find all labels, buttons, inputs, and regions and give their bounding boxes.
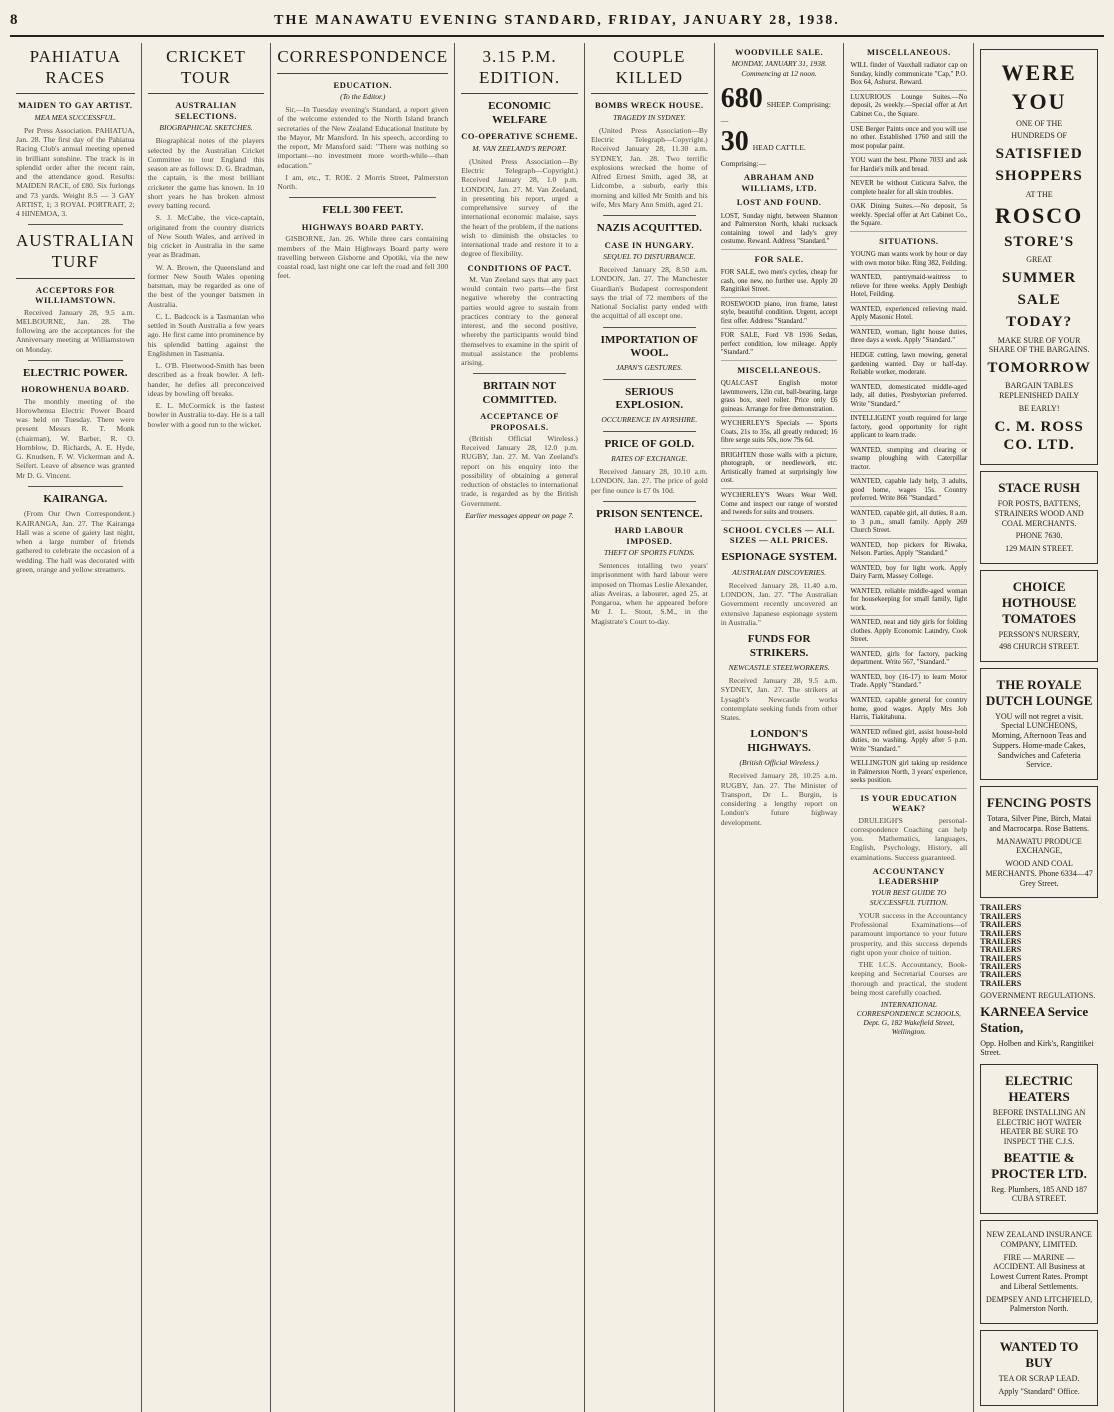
accountancy-heading: ACCOUNTANCY LEADERSHIP [872, 865, 946, 887]
fell-300-feet-body: GISBORNE, Jan. 26. While three cars containing members of the Main Highways Board party were travelling between Gisborne and Opotiki, via the new coastal road, last night one car left the road and fell 300 feet. [277, 234, 449, 281]
situation-item: WANTED, experienced relieving maid. Apply Masonic Hotel. [850, 303, 967, 326]
beattie-procter-name: BEATTIE & PROCTER LTD. [991, 1149, 1087, 1181]
column-4 [455, 43, 585, 1412]
divider [603, 379, 696, 380]
trailers-line: TRAILERS [980, 945, 1022, 955]
ad-line: YOU [1011, 89, 1067, 115]
funds-strikers-body: Received January 28, 9.5 a.m. SYDNEY, Jan. 27. The strikers at Lysaght's Newcastle works contemplate seeking funds from other States. [720, 676, 838, 723]
misc-item: WILL finder of Vauxhall radiator cap on Sunday, kindly communicate "Cap," P.O. Box 64, Ashurst. Reward. [850, 59, 967, 91]
situations-heading: SITUATIONS. [879, 235, 939, 246]
situation-item: WANTED, neat and tidy girls for folding clothes. Apply Economic Laundry, Cook Street. [850, 616, 967, 648]
cattle-lot [721, 125, 838, 168]
acceptance-subheading: ACCEPTANCE OF PROPOSALS. [480, 411, 559, 432]
nazis-acquitted-body: Received January 28, 8.50 a.m. LONDON, Jan. 27. The Manchester Guardian's Budapest correspondent says the trial of 72 members of the National Socialist party ended with the acquittal of all except one. [590, 265, 708, 321]
stace-rush-text: FOR POSTS, BATTENS, STRAINERS WOOD AND COAL MERCHANTS. [994, 499, 1084, 528]
cricket-para-6: E. L. McCormick is the fastest bowler in Australia to-day. He is a tall bowler with a good run to the wicket. [147, 401, 265, 429]
situation-item: WANTED, capable general for country home, good wages. Apply Mrs Job Harris, Tiakitahuna. [850, 694, 967, 726]
divider [603, 431, 696, 432]
column-6 [715, 43, 845, 1412]
ad-line: SHOPPERS [995, 168, 1083, 185]
trailers-line: TRAILERS [980, 903, 1022, 913]
accountancy-subheading: YOUR BEST GUIDE TO SUCCESSFUL TUITION. [869, 888, 948, 907]
wanted-to-buy-title: WANTED TO BUY [999, 1339, 1079, 1370]
stace-rush-address: 129 MAIN STREET. [1005, 544, 1074, 554]
misc-item: LUXURIOUS Lounge Suites.—No deposit, 2s weekly.—Special offer at Art Cabinet Co., the Square. [850, 91, 967, 123]
accountancy-body-1: YOUR success in the Accountancy Professional Examinations—of paramount importance to your future prosperity, and this success depends right upon your choice of tuition. [850, 910, 968, 957]
trailers-line: TRAILERS [980, 978, 1022, 988]
column-3 [271, 43, 455, 1412]
misc-notice-2: WYCHERLEY'S Specials — Sports Coats, 21s to 35s, all greatly reduced; 16 fibre serge suits 50s, now 79s 6d. [721, 417, 838, 449]
divider [603, 327, 696, 328]
newcastle-subheading: NEWCASTLE STEELWORKERS. [728, 662, 830, 672]
ad-line: ROSCO [994, 203, 1084, 229]
rosco-sale-ad [980, 49, 1098, 465]
sale-notice-1: FOR SALE, two men's cycles, cheap for cash, one new, no further use. Apply 20 Rangitikei Street. [721, 266, 838, 298]
ad-line: ONE OF THE [1016, 118, 1063, 128]
prison-sentence-heading: PRISON SENTENCE. [596, 507, 703, 520]
ad-line: GREAT [1026, 255, 1052, 265]
kairanga-heading: KAIRANGA. [43, 492, 108, 505]
trailers-line: TRAILERS [980, 928, 1022, 938]
column-1 [10, 43, 142, 1412]
education-weak-heading: IS YOUR EDUCATION WEAK? [860, 792, 958, 814]
biographical-subheading: BIOGRAPHICAL SKETCHES. [159, 123, 253, 133]
conditions-of-pact-heading: CONDITIONS OF PACT. [467, 262, 572, 273]
price-of-gold-heading: PRICE OF GOLD. [604, 437, 695, 450]
karneea-firm: KARNEEA Service Station, [980, 1003, 1089, 1035]
dutch-lounge-title: THE ROYALE DUTCH LOUNGE [985, 677, 1093, 708]
situation-item: WANTED, stumping and clearing or swamp ploughing with Caterpillar tractor. [850, 444, 967, 476]
nursery-address: 498 CHURCH STREET. [999, 642, 1080, 652]
stace-rush-title: STACE RUSH [998, 480, 1080, 496]
ad-line: SATISFIED [995, 146, 1083, 163]
sale-notice-2: ROSEWOOD piano, iron frame, latest style, beautiful condition. Urgent, accept first offer. Address "Standard." [721, 298, 838, 330]
divider [289, 197, 436, 198]
nz-insurance-text: FIRE — MARINE — ACCIDENT. All Business at Lowest Current Rates. Prompt and Liberal Settlements. [990, 1252, 1088, 1291]
correspondence-heading: CORRESPONDENCE [277, 47, 448, 74]
acceptors-subheading: ACCEPTORS FOR WILLIAMSTOWN. [34, 284, 116, 306]
highways-board-subheading: HIGHWAYS BOARD PARTY. [301, 221, 424, 232]
misc-item: NEVER be without Cuticura Salve, the complete healer for all skin troubles. [850, 177, 967, 200]
trailers-ad [980, 904, 1098, 988]
cricket-tour-heading: CRICKET TOUR [148, 47, 265, 94]
misc-notice-3: BRIGHTEN those walls with a picture, photograph, or needlework, etc. Artistically framed at surprisingly low cost. [721, 449, 838, 489]
ad-tomorrow: TOMORROW [987, 360, 1091, 377]
karneea-address: Opp. Holben and Kirk's, Rangitikei Street. [980, 1038, 1094, 1058]
government-regulations: GOVERNMENT REGULATIONS. [980, 991, 1096, 1001]
kairanga-body: (From Our Own Correspondent.) KAIRANGA, Jan. 27. The Kairanga Hall was a scene of gaiety last night, when a large number of friends gathered to celebrate the occasion of a wedding. The hall was decorated with green, orange and yellow streamers. [16, 509, 135, 574]
divider [28, 224, 123, 225]
maiden-subheading: MAIDEN TO GAY ARTIST. [18, 100, 133, 111]
trailers-line: TRAILERS [980, 962, 1022, 972]
situation-item: WANTED, domesticated middle-aged lady, all duties, Presbyterian preferred. Write "Standard." [850, 381, 967, 413]
sheep-text: SHEEP. Comprising:— [720, 99, 831, 125]
situation-item: WANTED, capable girl, all duties, 8 a.m. to 3 p.m., small family. Apply 269 Church Street. [850, 507, 967, 539]
horowhenua-subheading: HOROWHENUA BOARD. [21, 384, 130, 395]
fencing-posts-text: Totara, Silver Pine, Birch, Matai and Macrocarpa. Rose Battens. [987, 814, 1092, 833]
sale-notice-3: FOR SALE, Ford V8 1936 Sedan, perfect condition, low mileage. Apply "Standard." [721, 329, 838, 361]
stace-rush-ad [980, 471, 1098, 564]
ad-line: WERE [1001, 60, 1077, 85]
produce-exchange-name: MANAWATU PRODUCE EXCHANGE, [996, 836, 1082, 856]
pahiatua-races-body: Per Press Association. PAHIATUA, Jan. 28. The first day of the Pahiatua Racing Club's annual meeting opened in brilliant sunshine. The track is in splendid order after the recent rain, and the attendance good. Results: MAIDEN RACE, of £80. Six furlongs and 73 yards. Weight 8.5 — 3 GAY ARTIST, 1; 3 ROYAL PORTRAIT, 2; 4 HINEMOA, 3. [16, 125, 135, 219]
woodville-sale-heading: WOODVILLE SALE. [734, 47, 824, 57]
london-highways-heading: LONDON'S HIGHWAYS. [747, 728, 811, 754]
bombs-wreck-subheading: BOMBS WRECK HOUSE. [594, 100, 704, 111]
produce-exchange-sub: WOOD AND COAL MERCHANTS. Phone 6334—47 Grey Street. [985, 859, 1093, 888]
miscellaneous-heading-2: MISCELLANEOUS. [866, 47, 951, 57]
cricket-para-1: Biographical notes of the players selected by the Australian Cricket Committee to tour England this season are as follows: D. G. Bradman, the captain, is the most brilliant cricketer the game has known. In 10 short years he has broken almost every batting record. [147, 136, 265, 211]
couple-killed-body: (United Press Association—By Electric Telegraph—Copyright.) Received January 28, 11.30 a.m. SYDNEY, Jan. 28. Two terrific explosions wrecked the home of Alfred Ernest Smith, aged 38, at Lidcombe, a suburb, early this morning and killed Mr Smith and his wife, Mrs Mary Ann Smith, aged 21. [590, 125, 708, 209]
situation-item: HEDGE cutting, lawn mowing, general gardening wanted. Day or half-day. Reliable worker, moderate. [850, 349, 967, 381]
cricket-para-2: S. J. McCabe, the vice-captain, originated from the country districts of New South Wales, and arrived in big cricket in Australia in the same year as Bradman. [147, 213, 265, 260]
ad-line: SALE [1017, 292, 1061, 309]
van-zeeland-subheading: M. VAN ZEELAND'S REPORT. [472, 143, 567, 153]
ad-line: HUNDREDS OF [1011, 131, 1067, 141]
cricket-para-5: L. O'B. Fleetwood-Smith has been described as a freak bowler. A left-hander, he defies all preconceived ideas by bowling off breaks. [147, 361, 265, 398]
japan-gestures-subheading: JAPAN'S GESTURES. [616, 363, 683, 373]
australian-turf-body: Received January 28, 9.5 a.m. MELBOURNE, Jan. 28. The following are the acceptances for the Anniversary meeting at Williamstown on Monday. [16, 307, 135, 354]
theft-sports-subheading: THEFT OF SPORTS FUNDS. [603, 547, 695, 557]
funds-strikers-heading: FUNDS FOR STRIKERS. [747, 633, 811, 659]
electric-power-body: The monthly meeting of the Horowhenua Electric Power Board was held on Tuesday. There were present Messrs R. T. Monk (chairman), W. Barber, R. O. Hornblow, D. Richards, A. E. Hyde, G. Knudsen, F. W. Vickerman and A. Seifert. Leave of absence was granted Mr D. G. Vincent. [16, 396, 135, 480]
london-highways-body: Received January 28, 10.25 a.m. RUGBY, Jan. 27. The Minister of Transport, Dr L. Burgin, is considering a lengthy report on London's future highway development. [720, 771, 838, 827]
masthead-title: THE MANAWATU EVENING STANDARD, FRIDAY, JANUARY 28, 1938. [274, 13, 840, 28]
tomatoes-title: CHOICE HOTHOUSE TOMATOES [1001, 578, 1077, 626]
pahiatua-races-heading: PAHIATUA RACES [16, 47, 135, 94]
ad-line: TODAY? [1006, 314, 1073, 331]
for-sale-heading: FOR SALE. [754, 253, 804, 264]
situation-item: INTELLIGENT youth required for large factory, good opportunity for right applicant to learn trade. [850, 412, 967, 444]
ad-firm-name: C. M. ROSS CO. LTD. [994, 418, 1084, 454]
electric-heaters-title: ELECTRIC HEATERS [1005, 1073, 1074, 1105]
divider [603, 501, 696, 502]
beattie-procter-address: Reg. Plumbers, 185 AND 187 CUBA STREET. [991, 1184, 1088, 1204]
situation-item: WELLINGTON girl taking up residence in Palmerston North, 3 years' experience, seeks position. [850, 757, 967, 789]
column-2 [142, 43, 272, 1412]
dutch-lounge-ad [980, 668, 1098, 780]
espionage-heading: ESPIONAGE SYSTEM. [721, 551, 837, 564]
education-letter-body: Sir,—In Tuesday evening's Standard, a report given of the welcome extended to the North Island branch secretaries of the New Zealand Educational Institute by the Mayor, Mr Mansford. In his speech, according to the report, Mr Mansford said: "There was nothing so important—no investment more worth-while—than education." [277, 105, 449, 170]
columns [10, 43, 1104, 1396]
to-the-editor: (To the Editor.) [340, 92, 386, 102]
trailers-line: TRAILERS [980, 970, 1022, 980]
situation-item: YOUNG man wants work by hour or day with own motor bike. Ring 382, Feilding. [850, 248, 967, 271]
nazis-acquitted-heading: NAZIS ACQUITTED. [596, 222, 702, 235]
column-5 [585, 43, 715, 1412]
misc-item: USE Berger Paints once and you will use no other. Established 1760 and still the most popular paint. [850, 123, 967, 155]
divider [603, 215, 696, 216]
sheep-lot [721, 82, 838, 125]
situation-item: WANTED, capable lady help, 3 adults, good home, wages 15s. Country preferred. Write 866 "Standard." [850, 475, 967, 507]
ics-address: INTERNATIONAL CORRESPONDENCE SCHOOLS, Dept. G, 182 Wakefield Street, Wellington. [856, 1000, 961, 1037]
espionage-body: Received January 28, 11.40 a.m. LONDON, Jan. 27. "The Australian Government recently uncovered an extensive Japanese espionage system in Australia." [720, 580, 838, 627]
edition-heading: 3.15 P.M. EDITION. [461, 47, 578, 94]
ad-bargain-tables: BARGAIN TABLES REPLENISHED DAILY [999, 381, 1080, 401]
british-wireless-subheading: (British Official Wireless.) [739, 758, 819, 768]
druleigh-ad-body: DRULEIGH'S personal-correspondence Coaching can help you. Mathematics, languages, English, Psychology, History, all examinations. Success guaranteed. [850, 815, 968, 862]
situation-item: WANTED refined girl, assist house-hold duties, no washing. Apply after 5 p.m. Write "Standard." [850, 726, 967, 758]
trailers-line: TRAILERS [980, 953, 1022, 963]
ayrshire-subheading: OCCURRENCE IN AYRSHIRE. [601, 415, 698, 425]
electric-heaters-ad [980, 1064, 1098, 1214]
prison-sentence-body: Sentences totalling two years' imprisonment with hard labour were imposed on Thomas Leslie Alexander, alias Aveiras, a labourer, aged 25, at Pongaroa, when he appeared before Mr J. L. Stout, S.M., in the Magistrate's Court to-day. [590, 561, 708, 626]
nursery-name: PERSSON'S NURSERY, [998, 629, 1080, 639]
trailers-line: TRAILERS [980, 911, 1022, 921]
sequel-subheading: SEQUEL TO DISTURBANCE. [603, 251, 696, 261]
britain-not-committed-heading: BRITAIN NOT COMMITTED. [482, 380, 557, 406]
fell-300-feet-heading: FELL 300 FEET. [322, 204, 404, 217]
rates-exchange-subheading: RATES OF EXCHANGE. [611, 453, 688, 463]
dempsey-litchfield: DEMPSEY AND LITCHFIELD, Palmerston North. [986, 1294, 1093, 1314]
cricket-para-4: C. L. Badcock is a Tasmanian who settled in South Australia a few years ago. He first came into prominence by his splendid batting against the Englishmen in Tasmania. [147, 311, 265, 358]
fencing-posts-title: FENCING POSTS [986, 795, 1092, 811]
accountancy-body-2: THE I.C.S. Accountancy, Book-keeping and Secretarial Courses are thorough and practical, the student being most carefully coached. [850, 960, 968, 997]
tragedy-sydney-subheading: TRAGEDY IN SYDNEY. [613, 112, 686, 122]
education-subheading: EDUCATION. [333, 79, 392, 90]
economic-welfare-heading: ECONOMIC WELFARE [488, 100, 552, 126]
column-7 [844, 43, 974, 1412]
cattle-text: HEAD CATTLE. Comprising:— [720, 143, 806, 169]
situation-item: WANTED, girls for factory, packing department. Write 567, "Standard." [850, 648, 967, 671]
letter-signature: I am, etc., T. ROE. 2 Morris Street, Palmerston North. [277, 172, 449, 192]
misc-notice-4: WYCHERLEY'S Wears Wear Well. Come and inspect our range of worsted and tweeds for suits and trousers. [721, 489, 838, 521]
situation-item: WANTED, boy (16-17) to learn Motor Trade. Apply "Standard." [850, 671, 967, 694]
dutch-lounge-text: YOU will not regret a visit. Special LUNCHEONS, Morning, Afternoon Teas and Suppers. Home-made Cakes, Sandwiches and Cafeteria Service. [991, 711, 1087, 770]
australian-discoveries-subheading: AUSTRALIAN DISCOVERIES. [732, 567, 826, 577]
economic-welfare-body: (United Press Association—By Electric Telegraph—Copyright.) Received January 28, 1.0 p.m. LONDON, Jan. 27. M. Van Zeeland, in presenting his report, urged a comprehensive survey of the international economic malaise, says the heart of the problem, if the nations wish to diminish the obstacles to international trade and restore it to a degree of flexibility. [461, 156, 578, 259]
ad-be-early: BE EARLY! [1018, 403, 1060, 413]
misc-item: YOU want the best. Phone 7033 and ask for Hardie's milk and bread. [850, 154, 967, 177]
misc-notice-1: QUALCAST English motor lawnmowers, 12in cut, ball-bearing, large grass box, steel roller. Price only £6 guineas. Arrange for free demonstration. [721, 377, 838, 417]
situation-item: WANTED, boy for light work. Apply Dairy Farm, Massey College. [850, 562, 967, 585]
tomatoes-ad [980, 570, 1098, 662]
lost-notice: LOST, Sunday night, between Shannon and Palmerston North, khaki rucksack containing towel and lady's grey costume. Reward. Address "Standard." [721, 210, 838, 250]
ad-line: SUMMER [1001, 269, 1077, 286]
situation-item: WANTED, woman, light house duties, three days a week. Apply "Standard." [850, 326, 967, 349]
sheep-count: 680 [720, 82, 763, 114]
earlier-messages-note: Earlier messages appear on page 7. [465, 510, 574, 520]
trailers-line: TRAILERS [980, 936, 1022, 946]
mea-mea-subheading: MEA MEA SUCCESSFUL. [34, 112, 117, 122]
ad-line: STORE'S [1004, 233, 1075, 250]
wanted-to-buy-ad [980, 1330, 1098, 1406]
serious-explosion-heading: SERIOUS EXPLOSION. [615, 385, 684, 411]
woodville-sale-date: MONDAY, JANUARY 31, 1938. Commencing at 12 noon. [731, 59, 827, 78]
nz-insurance-ad [980, 1220, 1098, 1324]
divider [28, 486, 123, 487]
electric-heaters-text: BEFORE INSTALLING AN ELECTRIC HOT WATER HEATER BE SURE TO INSPECT THE C.J.S. [992, 1107, 1086, 1147]
trailers-line: TRAILERS [980, 920, 1022, 930]
fencing-posts-ad [980, 786, 1098, 898]
wanted-to-buy-apply: Apply "Standard" Office. [998, 1386, 1080, 1396]
school-cycles-ad: SCHOOL CYCLES — ALL SIZES — ALL PRICES. [723, 524, 835, 545]
column-8 [974, 43, 1104, 1412]
divider [28, 360, 123, 361]
hard-labour-subheading: HARD LABOUR IMPOSED. [614, 525, 684, 546]
australian-turf-heading: AUSTRALIAN TURF [16, 231, 135, 278]
stace-rush-phone: PHONE 7630. [1015, 531, 1063, 541]
couple-killed-heading: COUPLE KILLED [591, 47, 708, 94]
conditions-of-pact-body: M. Van Zeeland says that any pact would contain two parts—the first negative whereby the contracting parties would agree to sustain from practices contrary to the general interest, and the second positive, whereby the participants would bind themselves to examine in the spirit of mutual assistance the problems arising. [461, 274, 578, 368]
situation-item: WANTED, pantrymaid-waitress to relieve for three weeks. Apply Denbigh Hotel, Feilding. [850, 271, 967, 303]
britain-not-committed-body: (British Official Wireless.) Received January 28, 12.0 p.m. RUGBY, Jan. 27. M. Van Zeeland's report on his enquiry into the possibility of obtaining a general reduction of obstacles to international trade, is regarded as by the British Government. [461, 433, 578, 508]
cricket-para-3: W. A. Brown, the Queensland and former New South Wales opening batsman, may be regarded as one of the best of the younger batsmen in Australia. [147, 262, 265, 309]
situation-item: WANTED, hop pickers for Riwaka, Nelson. Parties. Apply "Standard." [850, 539, 967, 562]
cattle-count: 30 [720, 126, 749, 158]
electric-power-heading: ELECTRIC POWER. [23, 366, 128, 379]
miscellaneous-heading: MISCELLANEOUS. [737, 364, 821, 375]
nz-insurance-title: NEW ZEALAND INSURANCE COMPANY, LIMITED. [986, 1230, 1092, 1249]
ad-make-sure: MAKE SURE OF YOUR SHARE OF THE BARGAINS. [988, 335, 1090, 355]
page-number: 8 [10, 12, 18, 28]
case-hungary-subheading: CASE IN HUNGARY. [604, 239, 694, 250]
wanted-to-buy-text: TEA OR SCRAP LEAD. [998, 1373, 1080, 1383]
masthead [10, 12, 1104, 37]
price-of-gold-body: Received January 28, 10.10 a.m. LONDON, Jan. 27. The price of gold per fine ounce is £7 0s 10d. [590, 467, 708, 495]
situation-item: WANTED, reliable middle-aged woman for housekeeping for small family, light work. [850, 585, 967, 617]
lost-found-heading: LOST AND FOUND. [736, 197, 822, 208]
co-operative-subheading: CO-OPERATIVE SCHEME. [461, 131, 578, 142]
importation-wool-heading: IMPORTATION OF WOOL. [600, 333, 698, 360]
ad-line: AT THE [1025, 189, 1053, 199]
misc-item: OAK Dining Suites.—No deposit, 5s weekly. Special offer at Art Cabinet Co., the Square. [850, 200, 967, 232]
agents-name: ABRAHAM AND WILLIAMS, LTD. [741, 172, 817, 193]
australian-selections-subheading: AUSTRALIAN SELECTIONS. [175, 100, 237, 121]
divider [473, 373, 566, 374]
